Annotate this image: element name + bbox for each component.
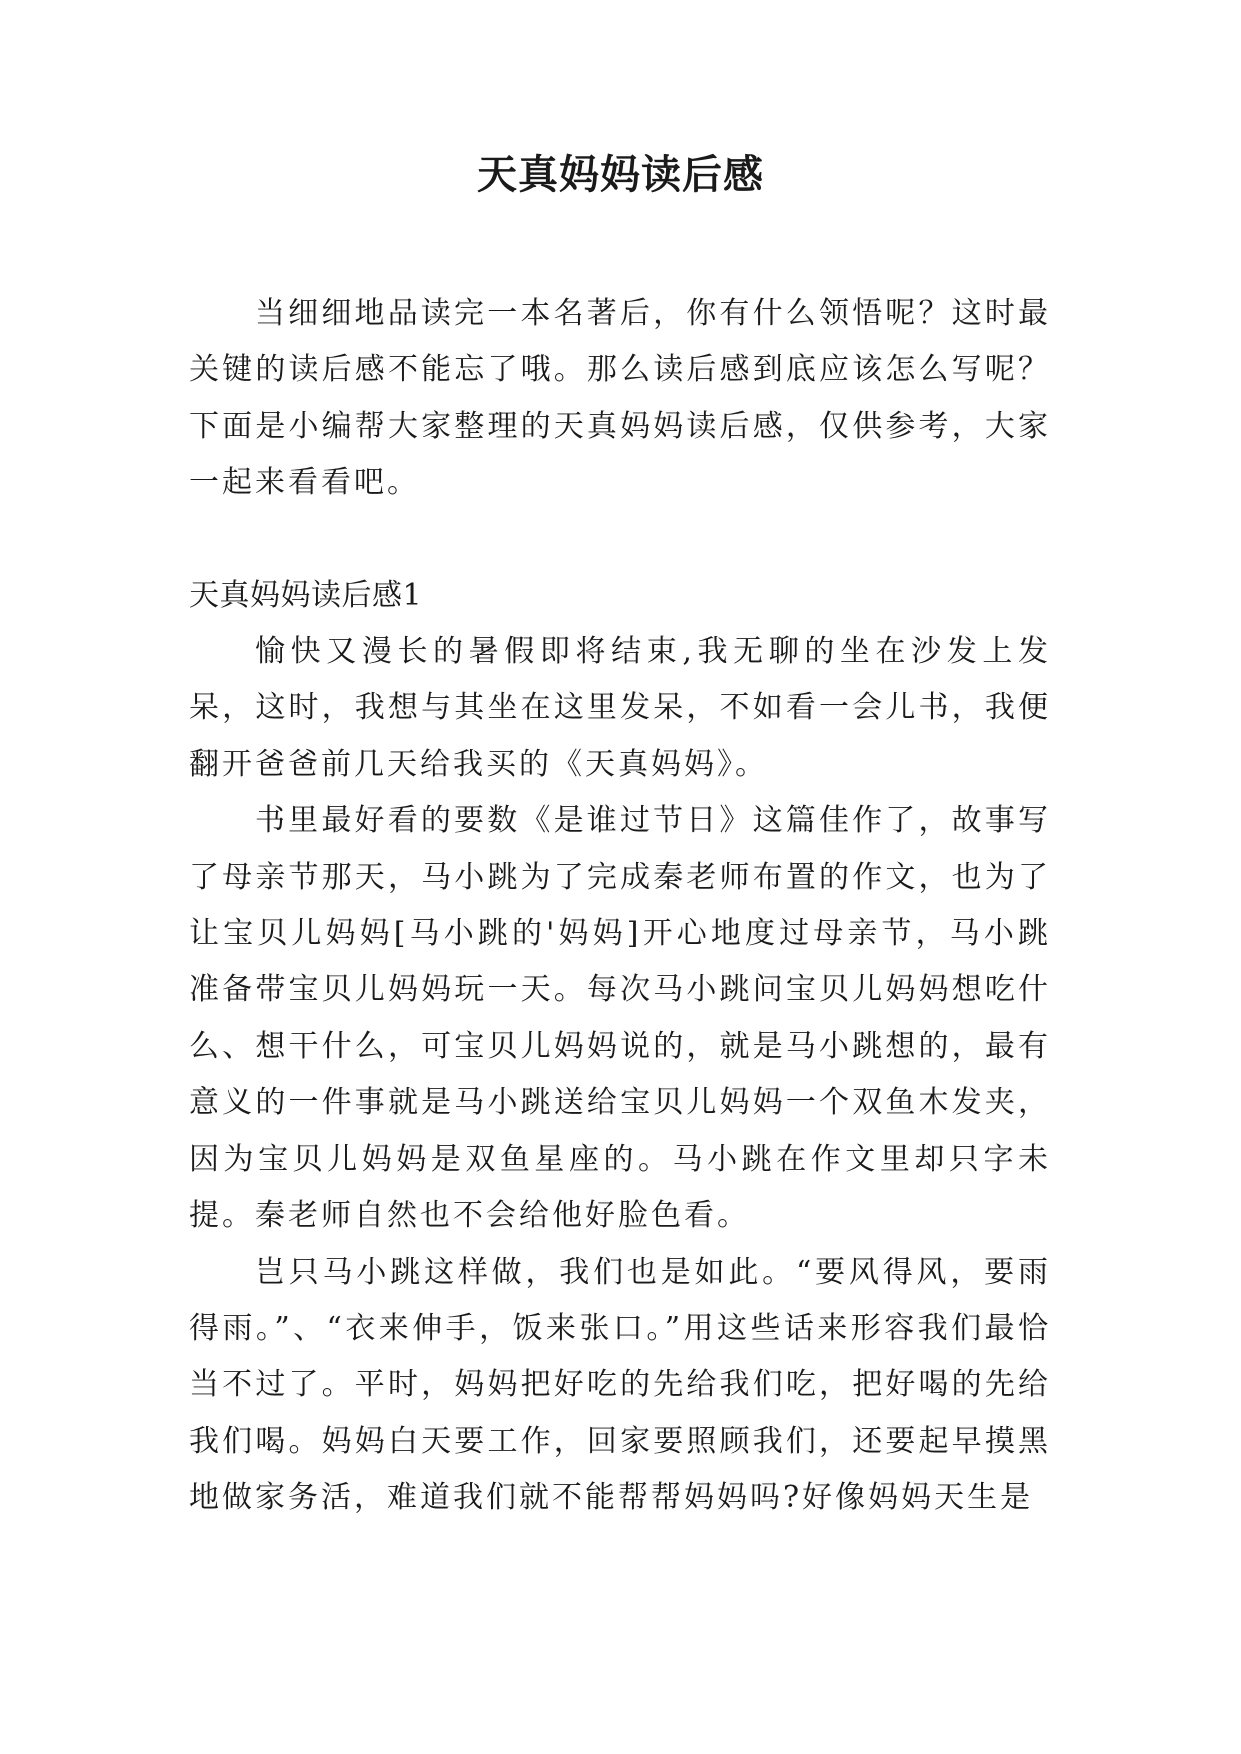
- body-paragraph: 愉快又漫长的暑假即将结束,我无聊的坐在沙发上发呆，这时，我想与其坐在这里发呆，不如看一会儿书，我便翻开爸爸前几天给我买的《天真妈妈》。: [189, 634, 1051, 782]
- document-title: 天真妈妈读后感: [477, 152, 764, 198]
- body-paragraph: 岂只马小跳这样做，我们也是如此。“要风得风，要雨得雨。”、“衣来伸手，饭来张口。”用这些话来形容我们最恰当不过了。平时，妈妈把好吃的先给我们吃，把好喝的先给我们喝。妈妈白天要工作，回家要照顾我们，还要起早摸黑地做家务活，难道我们就不能帮帮妈妈吗?好像妈妈天生是: [189, 1254, 1051, 1516]
- intro-paragraph: 当细细地品读完一本名著后，你有什么领悟呢？这时最关键的读后感不能忘了哦。那么读后感到底应该怎么写呢？下面是小编帮大家整理的天真妈妈读后感，仅供参考，大家一起来看看吧。: [189, 296, 1051, 501]
- document-body: [189, 286, 1051, 1527]
- section-heading: 天真妈妈读后感1: [189, 577, 423, 613]
- body-paragraph: 书里最好看的要数《是谁过节日》这篇佳作了，故事写了母亲节那天，马小跳为了完成秦老师布置的作文，也为了让宝贝儿妈妈[马小跳的'妈妈]开心地度过母亲节，马小跳准备带宝贝儿妈妈玩一天。每次马小跳问宝贝儿妈妈想吃什么、想干什么，可宝贝儿妈妈说的，就是马小跳想的，最有意义的一件事就是马小跳送给宝贝儿妈妈一个双鱼木发夹，因为宝贝儿妈妈是双鱼星座的。马小跳在作文里却只字未提。秦老师自然也不会给他好脸色看。: [189, 803, 1051, 1234]
